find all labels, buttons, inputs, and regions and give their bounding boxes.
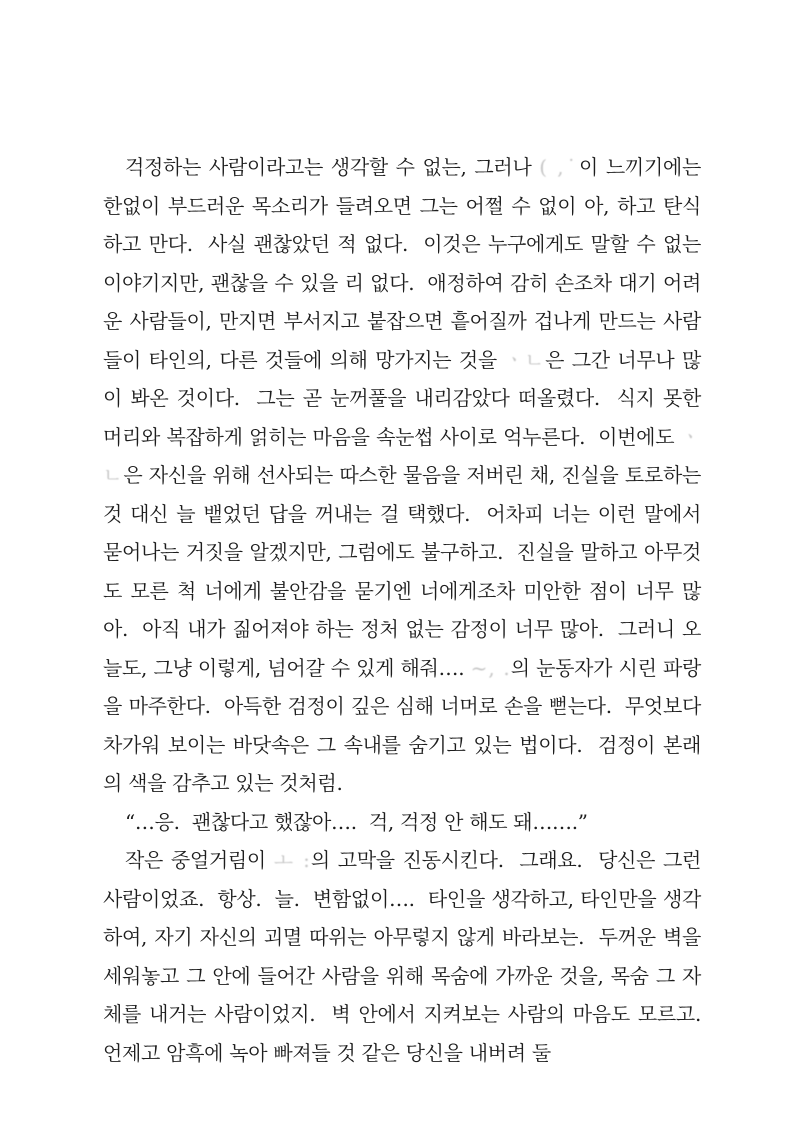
paragraph-3 — [103, 841, 714, 1072]
redacted-name-mark: ~, . — [470, 655, 511, 680]
text-segment: 의 고막을 진동시킨다. 그래요. 당신은 그런 사람이었죠. 항상. 늘. 변함없이…. 타인을 생각하고, 타인만을 생각하여, 자기 자신의 괴멸 따위는 아무렇지 않게 바라보는. 두꺼운 벽을 세워놓고 그 안에 들어간 사람을 위해 목숨에 가까운 것을, 목숨 그 자체를 내거는 사람이었지. 벽 안에서 지켜보는 사람의 마음도 모르고. 언제고 암흑에 녹아 빠져들 것 같은 당신을 내버려 둘 — [103, 848, 714, 1065]
redacted-name-mark: ㆍㄴ — [103, 424, 701, 487]
text-segment: 은 그간 너무나 많이 봐온 것이다. 그는 곧 눈꺼풀을 내리감았다 떠올렸다. 식지 못한 머리와 복잡하게 얽히는 마음을 속눈썹 사이로 억누른다. 이번에도 — [103, 347, 708, 449]
paragraph-1 — [103, 148, 708, 803]
redacted-name-mark: ( ,˙ — [539, 155, 580, 179]
text-segment: 이 느끼기에는 한없이 부드러운 목소리가 들려오면 그는 어쩔 수 없이 아, 하고 탄식하고 만다. 사실 괜찮았던 적 없다. 이것은 누구에게도 말할 수 없는 이야기지만, 괜찮을 수 있을 리 없다. 애정하여 감히 손조차 대기 어려운 사람들이, 만지면 부서지고 붙잡으면 흩어질까 겁나게 만드는 사람들이 타인의, 다른 것들에 의해 망가지는 것을 — [103, 155, 708, 372]
text-segment: 걱정하는 사람이라고는 생각할 수 없는, 그러나 — [125, 155, 540, 179]
text-segment: 의 눈동자가 시린 파랑을 마주한다. 아득한 검정이 깊은 심해 너머로 손을 뻗는다. 무엇보다 차가워 보이는 바닷속은 그 속내를 숨기고 있는 법이다. 검정이 본래의 색을 감추고 있는 것처럼. — [103, 655, 708, 795]
paragraph-2 — [103, 803, 701, 842]
text-segment: 작은 중얼거림이 — [125, 848, 274, 872]
body-text — [103, 148, 714, 1072]
redacted-name-mark: ㆍㄴ — [504, 347, 546, 372]
text-segment: “…응. 괜찮다고 했잖아…. 걱, 걱정 안 해도 돼…….” — [125, 809, 588, 834]
redacted-name-mark: ㅗ : — [273, 848, 311, 872]
text-segment: 은 자신을 위해 선사되는 따스한 물음을 저버린 채, 진실을 토로하는 것 대신 늘 뱉었던 답을 꺼내는 걸 택했다. 어차피 너는 이런 말에서 묻어나는 거짓을 알겠지만, 그럼에도 불구하고. 진실을 말하고 아무것도 모른 척 너에게 불안감을 묻기엔 너에게조차 미안한 점이 너무 많아. 아직 내가 짊어져야 하는 정처 없는 감정이 너무 많아. 그러니 오늘도, 그냥 이렇게, 넘어갈 수 있게 해줘…. — [103, 463, 708, 680]
